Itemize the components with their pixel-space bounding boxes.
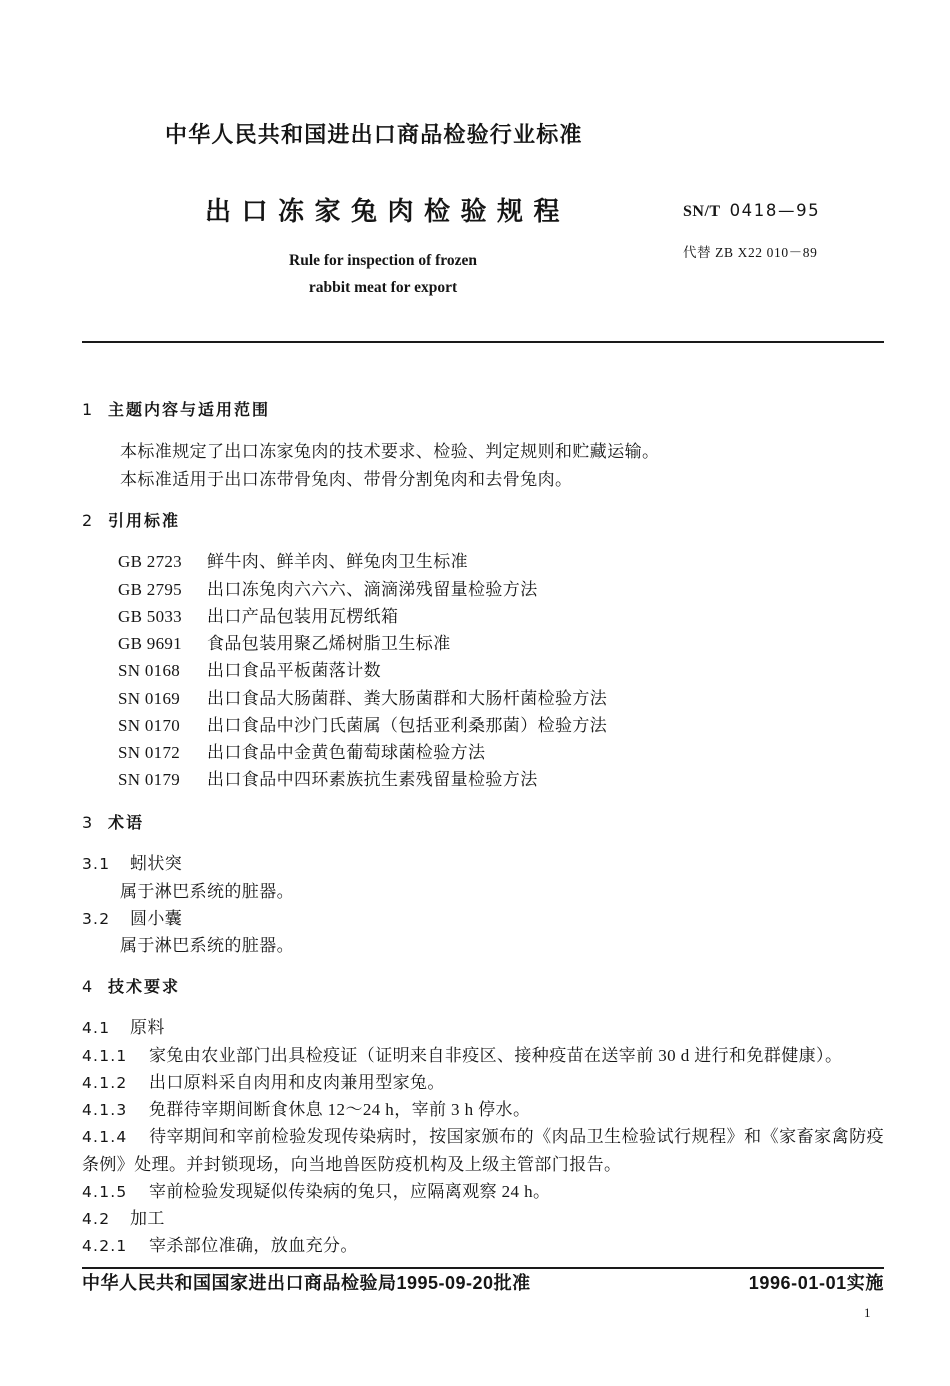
effective-date: 1996-01-01实施: [748, 1273, 884, 1293]
section-3-terms: [82, 850, 294, 959]
clause-row: [82, 1205, 884, 1232]
section-heading-row: [82, 973, 180, 1000]
reference-code: SN 0170: [118, 715, 181, 735]
term-definition: 属于淋巴系统的脏器。: [120, 881, 294, 901]
reference-title: 食品包装用聚乙烯树脂卫生标准: [207, 634, 451, 654]
section-4-heading: [82, 973, 180, 1000]
section-1-heading: [82, 396, 270, 423]
section-title: 术语: [108, 815, 145, 833]
reference-title: 出口食品大肠菌群、粪大肠菌群和大肠杆菌检验方法: [207, 688, 608, 708]
reference-row: [118, 712, 607, 739]
section-number: 1: [82, 400, 93, 420]
clause-row: [82, 1123, 884, 1150]
reference-row: [118, 603, 607, 630]
reference-code: SN 0168: [118, 661, 181, 681]
clause-number: 4.2.1: [82, 1237, 128, 1256]
clause-row: [82, 1069, 884, 1096]
clause-text: 原料: [130, 1018, 165, 1038]
section-1-body: [120, 438, 659, 493]
clause-text: 家兔由农业部门出具检疫证（证明来自非疫区、接种疫苗在送宰前 30 d 进行和免群健康）。: [149, 1045, 843, 1065]
reference-row: [118, 766, 607, 793]
standard-category-heading: 中华人民共和国进出口商品检验行业标准: [165, 122, 583, 147]
section-title: 主题内容与适用范围: [108, 402, 271, 420]
reference-code: SN 0172: [118, 743, 181, 763]
term-name: 蚓状突: [130, 854, 183, 874]
term-definition: 属于淋巴系统的脏器。: [120, 936, 294, 956]
reference-row: [118, 548, 607, 575]
term-row: [82, 905, 294, 932]
clause-number: 4.1.2: [82, 1073, 128, 1092]
clause-text: 待宰期间和宰前检验发现传染病时，按国家颁布的《肉品卫生检验试行规程》和《家畜家禽防疫: [149, 1127, 884, 1147]
clause-number: 4.2: [82, 1210, 111, 1229]
reference-title: 出口食品中四环素族抗生素残留量检验方法: [207, 770, 538, 790]
section-3-heading: [82, 809, 144, 836]
reference-row: [118, 685, 607, 712]
reference-row: [118, 739, 607, 766]
title-en-line-1: Rule for inspection of frozen: [289, 251, 477, 269]
section-number: 4: [82, 977, 93, 997]
document-title-cn: 出口冻家兔肉检验规程: [205, 196, 571, 226]
clause-text: 免群待宰期间断食休息 12～24 h，宰前 3 h 停水。: [149, 1100, 531, 1120]
clause-row: [82, 1232, 884, 1259]
paragraph: 本标准规定了出口冻家兔肉的技术要求、检验、判定规则和贮藏运输。: [120, 442, 660, 462]
reference-code: SN 0179: [118, 770, 181, 790]
reference-code: GB 2723: [118, 552, 182, 572]
term-number: 3.2: [82, 909, 111, 928]
section-heading-row: [82, 507, 180, 534]
reference-code: GB 9691: [118, 634, 182, 654]
section-heading-row: [82, 396, 270, 423]
reference-row: [118, 576, 607, 603]
clause-text: 宰杀部位准确，放血充分。: [149, 1236, 358, 1256]
section-title: 技术要求: [108, 979, 181, 997]
reference-title: 出口产品包装用瓦楞纸箱: [207, 606, 399, 626]
reference-row: [118, 657, 607, 684]
clause-number: 4.1.4: [82, 1128, 128, 1147]
clause-text-continuation: 条例》处理。并封锁现场，向当地兽医防疫机构及上级主管部门报告。: [82, 1154, 622, 1174]
reference-list: [118, 548, 607, 793]
clause-number: 4.1.3: [82, 1101, 128, 1120]
header-divider: [82, 341, 884, 343]
reference-title: 出口食品中金黄色葡萄球菌检验方法: [207, 743, 486, 763]
reference-title: 鲜牛肉、鲜羊肉、鲜兔肉卫生标准: [207, 552, 468, 572]
reference-code: GB 2795: [118, 579, 182, 599]
footer-divider: [82, 1267, 884, 1269]
section-heading-row: [82, 809, 144, 836]
standard-code-number: 0418—95: [729, 201, 821, 220]
standard-code-prefix: SN/T: [683, 203, 721, 220]
term-name: 圆小囊: [130, 908, 183, 928]
replaces-note: 代替 ZB X22 010－89: [683, 245, 818, 260]
paragraph: 本标准适用于出口冻带骨兔肉、带骨分割兔肉和去骨兔肉。: [120, 469, 573, 489]
section-4-clauses: [82, 1014, 884, 1259]
clause-number: 4.1.5: [82, 1182, 128, 1201]
clause-text: 加工: [130, 1209, 165, 1229]
clause-text: 宰前检验发现疑似传染病的兔只，应隔离观察 24 h。: [149, 1181, 551, 1201]
reference-title: 出口冻兔肉六六六、滴滴涕残留量检验方法: [207, 579, 538, 599]
term-row: [82, 850, 294, 877]
clause-row: [82, 1096, 884, 1123]
standard-code: [683, 199, 820, 224]
reference-code: GB 5033: [118, 606, 182, 626]
page-number: 1: [864, 1305, 871, 1320]
reference-row: [118, 630, 607, 657]
clause-number: 4.1: [82, 1019, 111, 1038]
clause-row: [82, 1042, 884, 1069]
approval-note: 中华人民共和国国家进出口商品检验局1995-09-20批准: [82, 1273, 531, 1293]
clause-row: [82, 1014, 884, 1041]
term-number: 3.1: [82, 855, 111, 874]
section-2-heading: [82, 507, 180, 534]
reference-code: SN 0169: [118, 688, 181, 708]
reference-title: 出口食品中沙门氏菌属（包括亚利桑那菌）检验方法: [207, 715, 608, 735]
clause-number: 4.1.1: [82, 1046, 128, 1065]
section-number: 3: [82, 813, 93, 833]
section-number: 2: [82, 511, 93, 531]
section-title: 引用标准: [108, 513, 181, 531]
document-title-en: [233, 247, 533, 301]
clause-row: [82, 1178, 884, 1205]
reference-title: 出口食品平板菌落计数: [207, 661, 381, 681]
title-en-line-2: rabbit meat for export: [308, 278, 458, 296]
clause-text: 出口原料采自肉用和皮肉兼用型家兔。: [149, 1072, 445, 1092]
